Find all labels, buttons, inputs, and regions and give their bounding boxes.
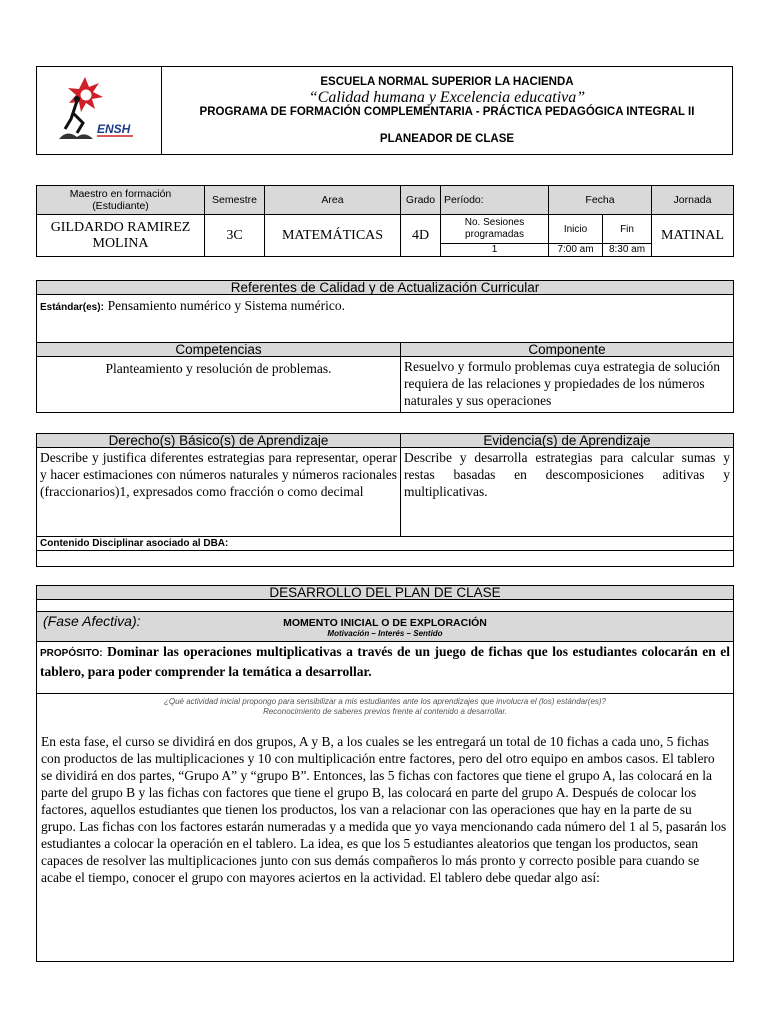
header-competencias: Competencias: [37, 343, 401, 357]
sesiones-label: No. Sesiones programadas: [441, 215, 549, 244]
semestre-value: 3C: [205, 215, 265, 257]
school-logo-icon: [37, 67, 161, 149]
header-grado: Grado: [401, 186, 441, 215]
jornada-value: MATINAL: [652, 215, 734, 257]
componente-value: Resuelvo y formulo problemas cuya estrategia de solución requiera de las relaciones y propiedades de los números naturales y sus operaciones: [401, 357, 734, 413]
area-value: MATEMÁTICAS: [265, 215, 401, 257]
estandar-label: Estándar(es):: [40, 302, 104, 313]
info-table: [36, 185, 734, 257]
spacer-row: [37, 600, 734, 612]
logo-cell: [37, 67, 162, 155]
actividad-text: En esta fase, el curso se dividirá en dos grupos, A y B, a los cuales se les entregará un total de 10 fichas a cada uno, 5 fichas con productos de las multiplicaciones y 10 con multiplicación entre factores, pero del otro equipo en ambos casos. El tablero se dividirá en dos partes, “Grupo A” y “grupo B”. Entonces, las 5 fichas con factores que tiene el grupo A, las colocará en la parte del grupo B y las fichas con factores que tiene el grupo B, las colocará en parte del grupo A. Después de colocar los factores, aquellos estudiantes que tienen los productos, los van a relacionar con las operaciones que hay en la parte de su grupo. Las fichas con los factores estarán numeradas y a medida que yo vaya mencionando cada número del 1 al 5, pasarán los estudiantes a colocar la operación en el tablero. La idea, es que los 5 estudiantes aleatorios que tengan los productos, sean capaces de resolver las multiplicaciones junto con sus demás compañeros lo más pronto y correcto posible para cuando se acabe el tiempo, conocer el grupo con mayores aciertos en la actividad. El tablero debe quedar algo así:: [41, 734, 727, 885]
proposito-value: Dominar las operaciones multiplicativas a través de un juego de fichas que los estudiantes colocarán en el tablero, para poder comprender la temática a desarrollar.: [40, 644, 730, 679]
contenido-value: [37, 551, 734, 567]
proposito-cell: [37, 642, 734, 694]
school-motto: “Calidad humana y Excelencia educativa”: [308, 88, 586, 106]
momento-cell: [37, 612, 734, 642]
header-componente: Componente: [401, 343, 734, 357]
header-area: Area: [265, 186, 401, 215]
header-evidencia: Evidencia(s) de Aprendizaje: [401, 434, 734, 448]
header-semestre: Semestre: [205, 186, 265, 215]
inicio-value: 7:00 am: [549, 244, 603, 257]
fin-value: 8:30 am: [603, 244, 652, 257]
fin-label: Fin: [603, 215, 652, 244]
maestro-value: GILDARDO RAMIREZ MOLINA: [37, 215, 205, 257]
estandar-cell: [37, 295, 734, 343]
referentes-title: Referentes de Calidad y de Actualización Curricular: [37, 281, 734, 295]
header-dba: Derecho(s) Básico(s) de Aprendizaje: [37, 434, 401, 448]
header-jornada: Jornada: [652, 186, 734, 215]
header-table: [36, 66, 733, 155]
header-periodo: Período:: [441, 186, 549, 215]
header-titles: [162, 67, 733, 155]
school-name: ESCUELA NORMAL SUPERIOR LA HACIENDA: [320, 75, 574, 88]
dba-table: [36, 433, 734, 567]
header-maestro: Maestro en formación (Estudiante): [37, 186, 205, 215]
evidencia-value: Describe y desarrolla estrategias para calcular sumas y restas basadas en descomposiciones aditivas y multiplicativas.: [401, 448, 734, 537]
contenido-label: Contenido Disciplinar asociado al DBA:: [37, 537, 734, 551]
desarrollo-title: DESARROLLO DEL PLAN DE CLASE: [37, 586, 734, 600]
logo-text: ENSH: [97, 122, 131, 136]
desarrollo-table: [36, 585, 734, 962]
header-fecha: Fecha: [549, 186, 652, 215]
grado-value: 4D: [401, 215, 441, 257]
referentes-table: [36, 280, 734, 413]
fase-label: (Fase Afectiva):: [43, 613, 141, 629]
sesiones-value: 1: [441, 244, 549, 257]
pregunta-2: Reconocimiento de saberes previos frente al contenido a desarrollar.: [263, 707, 507, 716]
pregunta-1: ¿Qué actividad inicial propongo para sensibilizar a mis estudiantes ante los aprendizajes que involucra el (los) estándar(es)?: [163, 697, 606, 706]
actividad-cell: [37, 694, 734, 962]
momento-subtitle: Motivación – Interés – Sentido: [327, 629, 443, 638]
dba-value: Describe y justifica diferentes estrategias para representar, operar y hacer estimaciones con números naturales y números racionales (fraccionarios)1, expresados como fracción o como decimal: [37, 448, 401, 537]
inicio-label: Inicio: [549, 215, 603, 244]
program-name: PROGRAMA DE FORMACIÓN COMPLEMENTARIA - PRÁCTICA PEDAGÓGICA INTEGRAL II: [199, 105, 695, 118]
momento-title: MOMENTO INICIAL O DE EXPLORACIÓN: [283, 617, 487, 629]
estandar-value: Pensamiento numérico y Sistema numérico.: [107, 298, 345, 313]
competencias-value: Planteamiento y resolución de problemas.: [37, 357, 401, 413]
proposito-label: PROPÓSITO:: [40, 648, 103, 659]
doc-title: PLANEADOR DE CLASE: [379, 132, 515, 145]
